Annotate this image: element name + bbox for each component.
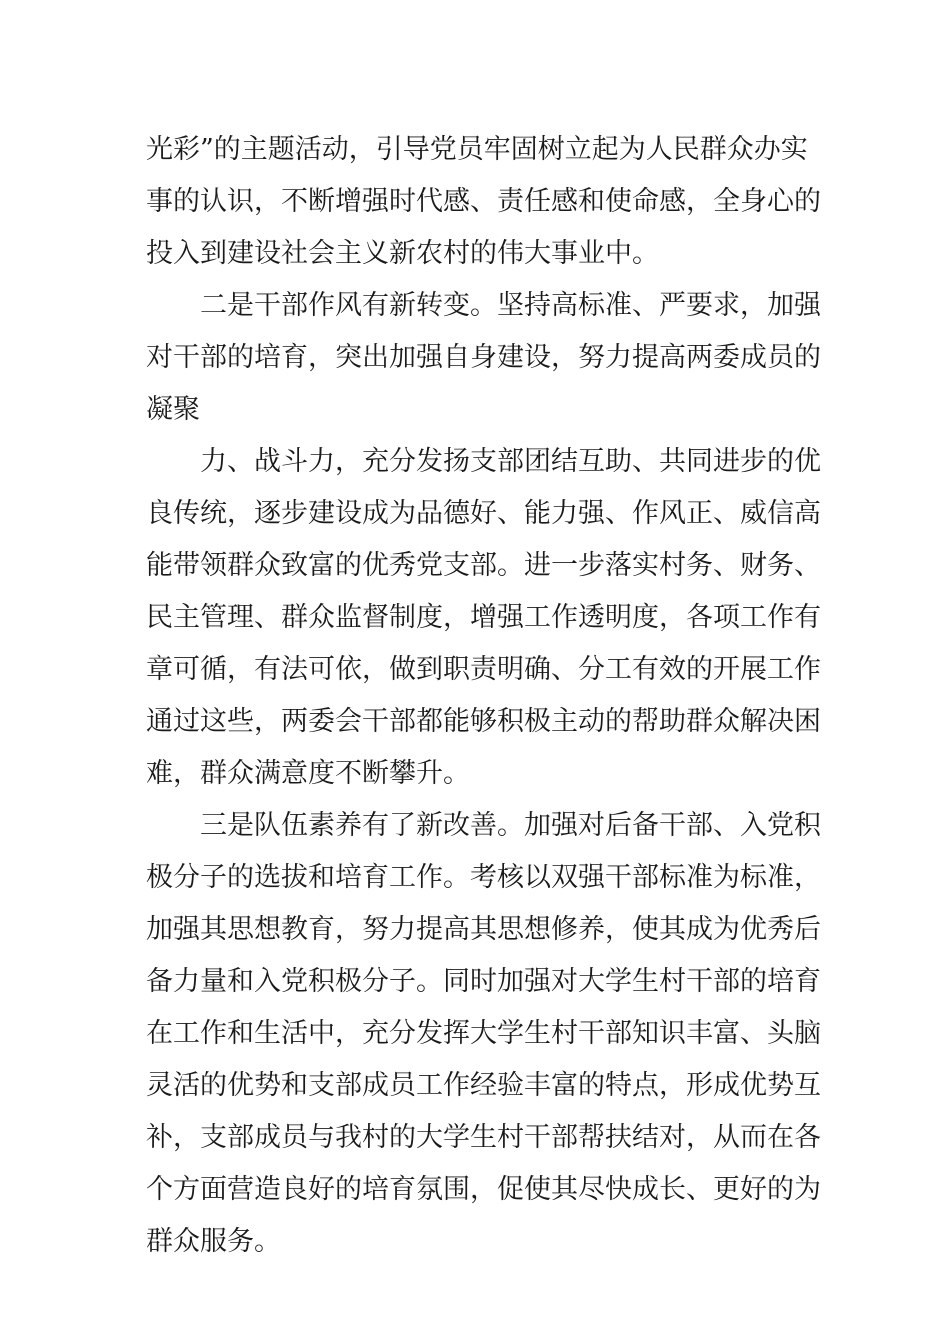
paragraph-start-line: 三是队伍素养有了新改善。加强对后备干部、入党积 bbox=[200, 810, 821, 841]
text-line: 良传统，逐步建设成为品德好、能力强、作风正、威信高 bbox=[146, 498, 821, 529]
text-line: 对干部的培育，突出加强自身建设，努力提高两委成员的 bbox=[146, 342, 821, 373]
text-line: 光彩”的主题活动，引导党员牢固树立起为人民群众办实 bbox=[146, 134, 808, 165]
text-line: 能带领群众致富的优秀党支部。进一步落实村务、财务、 bbox=[146, 550, 821, 581]
text-line: 补，支部成员与我村的大学生村干部帮扶结对，从而在各 bbox=[146, 1122, 821, 1153]
paragraph-start-line: 力、战斗力，充分发扬支部团结互助、共同进步的优 bbox=[200, 446, 821, 477]
text-line: 在工作和生活中，充分发挥大学生村干部知识丰富、头脑 bbox=[146, 1018, 821, 1049]
text-line: 难，群众满意度不断攀升。 bbox=[146, 758, 470, 789]
document-body bbox=[146, 124, 821, 1268]
text-line: 通过这些，两委会干部都能够积极主动的帮助群众解决困 bbox=[146, 706, 821, 737]
text-line: 群众服务。 bbox=[146, 1226, 281, 1257]
text-line: 极分子的选拔和培育工作。考核以双强干部标准为标准， bbox=[146, 862, 821, 893]
text-line: 备力量和入党积极分子。同时加强对大学生村干部的培育 bbox=[146, 966, 821, 997]
text-line: 事的认识，不断增强时代感、责任感和使命感，全身心的 bbox=[146, 186, 821, 217]
text-line: 投入到建设社会主义新农村的伟大事业中。 bbox=[146, 238, 659, 269]
paragraph-start-line: 二是干部作风有新转变。坚持高标准、严要求，加强 bbox=[200, 290, 821, 321]
text-line: 加强其思想教育，努力提高其思想修养，使其成为优秀后 bbox=[146, 914, 821, 945]
text-line: 章可循，有法可依，做到职责明确、分工有效的开展工作 bbox=[146, 654, 821, 685]
text-line: 凝聚 bbox=[146, 394, 200, 425]
text-line: 民主管理、群众监督制度，增强工作透明度，各项工作有 bbox=[146, 602, 821, 633]
text-line: 灵活的优势和支部成员工作经验丰富的特点，形成优势互 bbox=[146, 1070, 821, 1101]
text-line: 个方面营造良好的培育氛围，促使其尽快成长、更好的为 bbox=[146, 1174, 821, 1205]
